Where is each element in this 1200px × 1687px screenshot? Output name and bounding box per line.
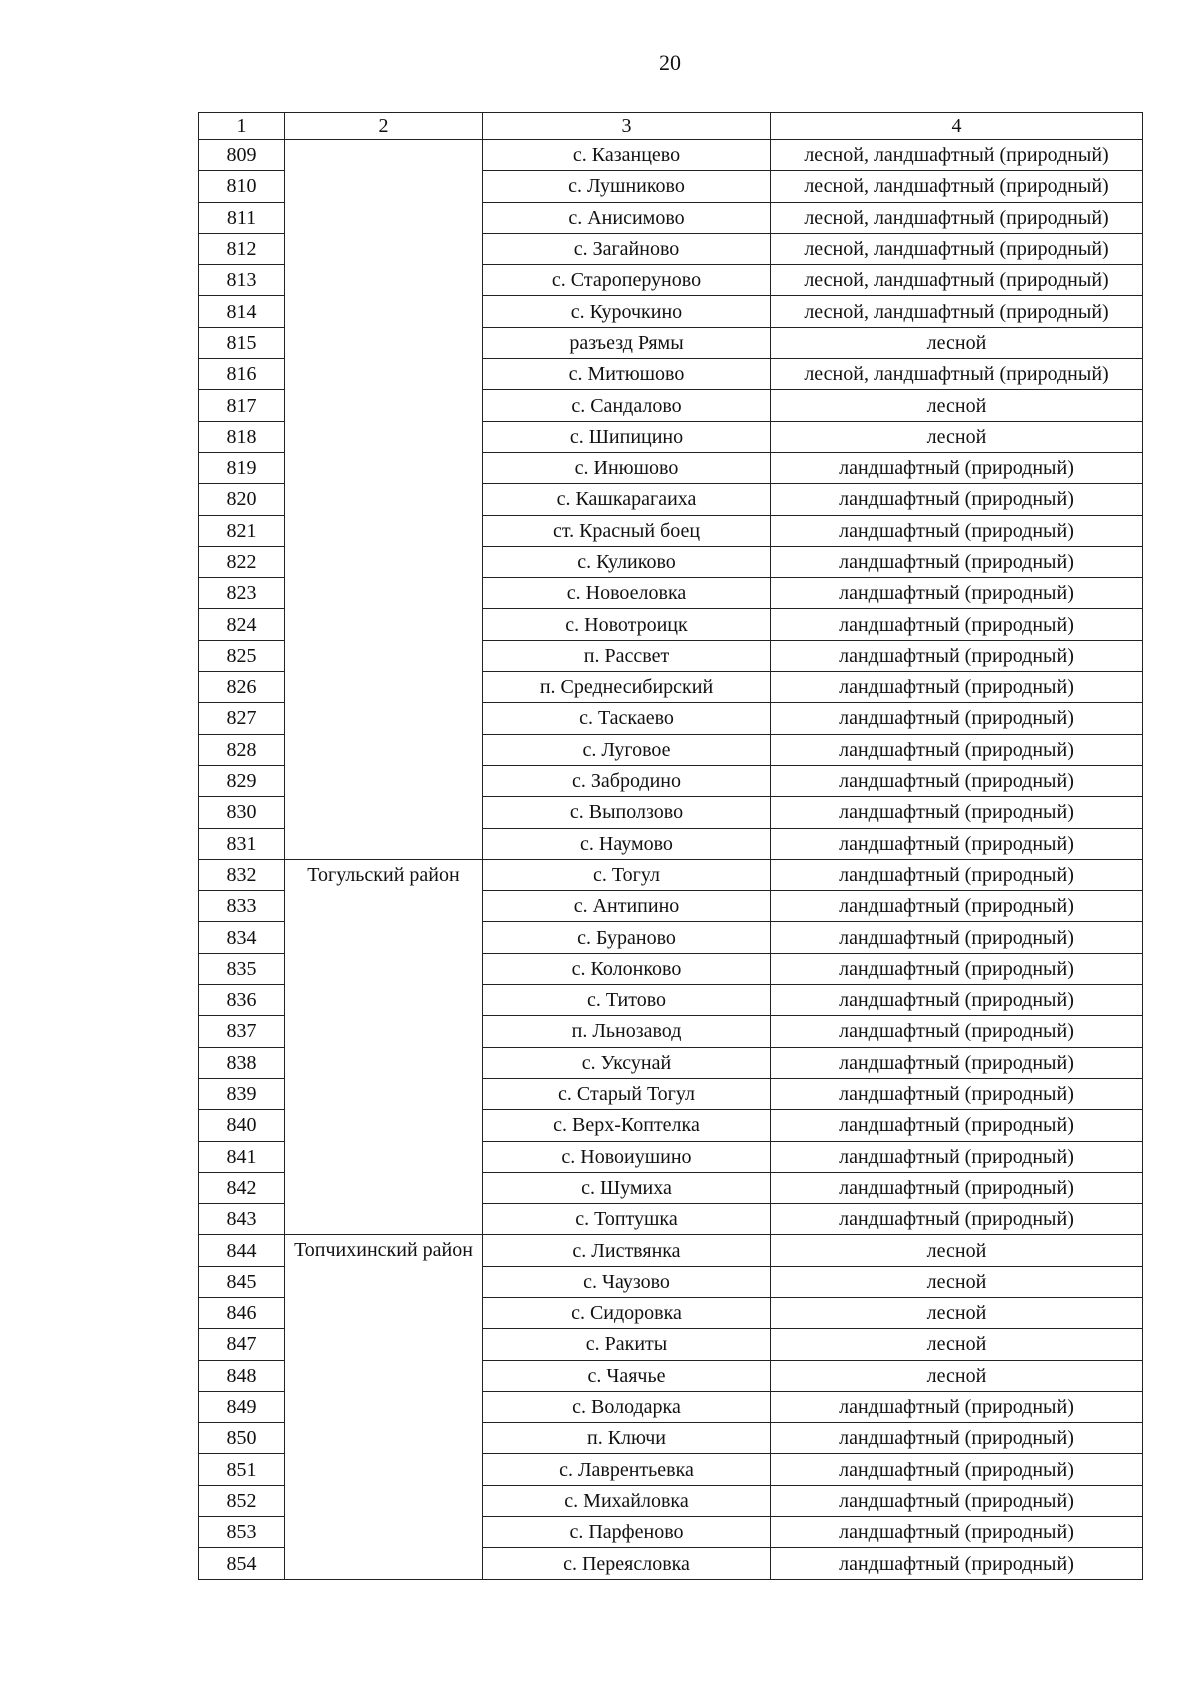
settlement-cell: с. Шумиха bbox=[483, 1172, 771, 1203]
type-cell: ландшафтный (природный) bbox=[771, 452, 1143, 483]
row-number-cell: 809 bbox=[199, 140, 285, 171]
row-number-cell: 827 bbox=[199, 703, 285, 734]
settlement-cell: с. Луговое bbox=[483, 734, 771, 765]
type-cell: ландшафтный (природный) bbox=[771, 1391, 1143, 1422]
settlement-cell: с. Антипино bbox=[483, 891, 771, 922]
district-cell: Тогульский район bbox=[285, 859, 483, 1235]
table-body bbox=[199, 140, 1143, 1580]
type-cell: ландшафтный (природный) bbox=[771, 1517, 1143, 1548]
type-cell: лесной, ландшафтный (природный) bbox=[771, 202, 1143, 233]
settlement-cell: с. Староперуново bbox=[483, 265, 771, 296]
type-cell: лесной bbox=[771, 1297, 1143, 1328]
row-number-cell: 847 bbox=[199, 1329, 285, 1360]
column-header: 4 bbox=[771, 113, 1143, 140]
settlement-cell: п. Среднесибирский bbox=[483, 672, 771, 703]
settlement-cell: с. Забродино bbox=[483, 765, 771, 796]
type-cell: ландшафтный (природный) bbox=[771, 859, 1143, 890]
settlement-cell: с. Наумово bbox=[483, 828, 771, 859]
type-cell: ландшафтный (природный) bbox=[771, 985, 1143, 1016]
row-number-cell: 813 bbox=[199, 265, 285, 296]
type-cell: ландшафтный (природный) bbox=[771, 672, 1143, 703]
type-cell: лесной bbox=[771, 1360, 1143, 1391]
settlement-cell: с. Тогул bbox=[483, 859, 771, 890]
settlement-cell: с. Новоеловка bbox=[483, 578, 771, 609]
settlements-table bbox=[198, 112, 1143, 1580]
type-cell: лесной bbox=[771, 1266, 1143, 1297]
settlement-cell: ст. Красный боец bbox=[483, 515, 771, 546]
type-cell: лесной bbox=[771, 390, 1143, 421]
settlement-cell: п. Рассвет bbox=[483, 640, 771, 671]
row-number-cell: 829 bbox=[199, 765, 285, 796]
settlement-cell: с. Парфеново bbox=[483, 1517, 771, 1548]
row-number-cell: 816 bbox=[199, 359, 285, 390]
row-number-cell: 853 bbox=[199, 1517, 285, 1548]
settlement-cell: с. Анисимово bbox=[483, 202, 771, 233]
settlement-cell: с. Куликово bbox=[483, 546, 771, 577]
settlement-cell: с. Инюшово bbox=[483, 452, 771, 483]
row-number-cell: 822 bbox=[199, 546, 285, 577]
settlement-cell: разъезд Рямы bbox=[483, 327, 771, 358]
type-cell: ландшафтный (природный) bbox=[771, 734, 1143, 765]
settlement-cell: с. Лаврентьевка bbox=[483, 1454, 771, 1485]
settlement-cell: с. Володарка bbox=[483, 1391, 771, 1422]
row-number-cell: 848 bbox=[199, 1360, 285, 1391]
row-number-cell: 850 bbox=[199, 1423, 285, 1454]
settlement-cell: с. Чаячье bbox=[483, 1360, 771, 1391]
row-number-cell: 846 bbox=[199, 1297, 285, 1328]
settlement-cell: с. Листвянка bbox=[483, 1235, 771, 1266]
type-cell: ландшафтный (природный) bbox=[771, 1047, 1143, 1078]
settlement-cell: с. Казанцево bbox=[483, 140, 771, 171]
row-number-cell: 845 bbox=[199, 1266, 285, 1297]
table-header-row bbox=[199, 113, 1143, 140]
row-number-cell: 824 bbox=[199, 609, 285, 640]
row-number-cell: 814 bbox=[199, 296, 285, 327]
type-cell: ландшафтный (природный) bbox=[771, 1078, 1143, 1109]
row-number-cell: 826 bbox=[199, 672, 285, 703]
row-number-cell: 840 bbox=[199, 1110, 285, 1141]
column-header: 3 bbox=[483, 113, 771, 140]
row-number-cell: 830 bbox=[199, 797, 285, 828]
type-cell: ландшафтный (природный) bbox=[771, 640, 1143, 671]
settlement-cell: с. Митюшово bbox=[483, 359, 771, 390]
row-number-cell: 831 bbox=[199, 828, 285, 859]
row-number-cell: 823 bbox=[199, 578, 285, 609]
row-number-cell: 851 bbox=[199, 1454, 285, 1485]
type-cell: ландшафтный (природный) bbox=[771, 578, 1143, 609]
type-cell: ландшафтный (природный) bbox=[771, 484, 1143, 515]
settlement-cell: с. Новотроицк bbox=[483, 609, 771, 640]
type-cell: ландшафтный (природный) bbox=[771, 922, 1143, 953]
row-number-cell: 821 bbox=[199, 515, 285, 546]
settlement-cell: п. Льнозавод bbox=[483, 1016, 771, 1047]
row-number-cell: 833 bbox=[199, 891, 285, 922]
settlement-cell: с. Таскаево bbox=[483, 703, 771, 734]
type-cell: ландшафтный (природный) bbox=[771, 1172, 1143, 1203]
row-number-cell: 828 bbox=[199, 734, 285, 765]
row-number-cell: 836 bbox=[199, 985, 285, 1016]
settlement-cell: с. Выползово bbox=[483, 797, 771, 828]
settlement-cell: с. Шипицино bbox=[483, 421, 771, 452]
row-number-cell: 815 bbox=[199, 327, 285, 358]
type-cell: ландшафтный (природный) bbox=[771, 1548, 1143, 1579]
type-cell: лесной bbox=[771, 1329, 1143, 1360]
settlement-cell: с. Титово bbox=[483, 985, 771, 1016]
row-number-cell: 819 bbox=[199, 452, 285, 483]
type-cell: лесной bbox=[771, 421, 1143, 452]
type-cell: ландшафтный (природный) bbox=[771, 797, 1143, 828]
type-cell: ландшафтный (природный) bbox=[771, 891, 1143, 922]
district-cell bbox=[285, 140, 483, 860]
table-row bbox=[199, 140, 1143, 171]
type-cell: ландшафтный (природный) bbox=[771, 1141, 1143, 1172]
type-cell: ландшафтный (природный) bbox=[771, 828, 1143, 859]
row-number-cell: 837 bbox=[199, 1016, 285, 1047]
type-cell: ландшафтный (природный) bbox=[771, 953, 1143, 984]
settlement-cell: с. Новоиушино bbox=[483, 1141, 771, 1172]
type-cell: лесной, ландшафтный (природный) bbox=[771, 233, 1143, 264]
settlement-cell: с. Курочкино bbox=[483, 296, 771, 327]
type-cell: ландшафтный (природный) bbox=[771, 515, 1143, 546]
settlement-cell: с. Загайново bbox=[483, 233, 771, 264]
settlement-cell: с. Чаузово bbox=[483, 1266, 771, 1297]
type-cell: лесной, ландшафтный (природный) bbox=[771, 359, 1143, 390]
row-number-cell: 825 bbox=[199, 640, 285, 671]
row-number-cell: 843 bbox=[199, 1204, 285, 1235]
row-number-cell: 811 bbox=[199, 202, 285, 233]
settlement-cell: с. Бураново bbox=[483, 922, 771, 953]
row-number-cell: 835 bbox=[199, 953, 285, 984]
settlement-cell: с. Михайловка bbox=[483, 1485, 771, 1516]
type-cell: ландшафтный (природный) bbox=[771, 765, 1143, 796]
settlement-cell: с. Старый Тогул bbox=[483, 1078, 771, 1109]
row-number-cell: 817 bbox=[199, 390, 285, 421]
settlement-cell: с. Топтушка bbox=[483, 1204, 771, 1235]
type-cell: ландшафтный (природный) bbox=[771, 1204, 1143, 1235]
row-number-cell: 818 bbox=[199, 421, 285, 452]
type-cell: лесной, ландшафтный (природный) bbox=[771, 265, 1143, 296]
settlement-cell: с. Уксунай bbox=[483, 1047, 771, 1078]
settlement-cell: с. Колонково bbox=[483, 953, 771, 984]
settlement-cell: с. Сандалово bbox=[483, 390, 771, 421]
settlement-cell: с. Переясловка bbox=[483, 1548, 771, 1579]
type-cell: ландшафтный (природный) bbox=[771, 609, 1143, 640]
column-header: 1 bbox=[199, 113, 285, 140]
district-cell: Топчихинский район bbox=[285, 1235, 483, 1579]
type-cell: ландшафтный (природный) bbox=[771, 703, 1143, 734]
page-number: 20 bbox=[659, 50, 681, 75]
table-row bbox=[199, 1235, 1143, 1266]
type-cell: ландшафтный (природный) bbox=[771, 1454, 1143, 1485]
row-number-cell: 841 bbox=[199, 1141, 285, 1172]
row-number-cell: 849 bbox=[199, 1391, 285, 1422]
table-row bbox=[199, 859, 1143, 890]
type-cell: лесной bbox=[771, 327, 1143, 358]
settlement-cell: с. Верх-Коптелка bbox=[483, 1110, 771, 1141]
type-cell: лесной, ландшафтный (природный) bbox=[771, 296, 1143, 327]
type-cell: ландшафтный (природный) bbox=[771, 1110, 1143, 1141]
row-number-cell: 839 bbox=[199, 1078, 285, 1109]
settlement-cell: с. Ракиты bbox=[483, 1329, 771, 1360]
row-number-cell: 838 bbox=[199, 1047, 285, 1078]
type-cell: ландшафтный (природный) bbox=[771, 1016, 1143, 1047]
settlement-cell: с. Лушниково bbox=[483, 171, 771, 202]
type-cell: ландшафтный (природный) bbox=[771, 546, 1143, 577]
settlement-cell: с. Сидоровка bbox=[483, 1297, 771, 1328]
type-cell: ландшафтный (природный) bbox=[771, 1485, 1143, 1516]
column-header: 2 bbox=[285, 113, 483, 140]
type-cell: лесной bbox=[771, 1235, 1143, 1266]
row-number-cell: 844 bbox=[199, 1235, 285, 1266]
settlement-cell: с. Кашкарагаиха bbox=[483, 484, 771, 515]
settlement-cell: п. Ключи bbox=[483, 1423, 771, 1454]
type-cell: лесной, ландшафтный (природный) bbox=[771, 171, 1143, 202]
row-number-cell: 842 bbox=[199, 1172, 285, 1203]
type-cell: ландшафтный (природный) bbox=[771, 1423, 1143, 1454]
row-number-cell: 852 bbox=[199, 1485, 285, 1516]
row-number-cell: 834 bbox=[199, 922, 285, 953]
row-number-cell: 820 bbox=[199, 484, 285, 515]
row-number-cell: 812 bbox=[199, 233, 285, 264]
row-number-cell: 810 bbox=[199, 171, 285, 202]
row-number-cell: 832 bbox=[199, 859, 285, 890]
row-number-cell: 854 bbox=[199, 1548, 285, 1579]
type-cell: лесной, ландшафтный (природный) bbox=[771, 140, 1143, 171]
